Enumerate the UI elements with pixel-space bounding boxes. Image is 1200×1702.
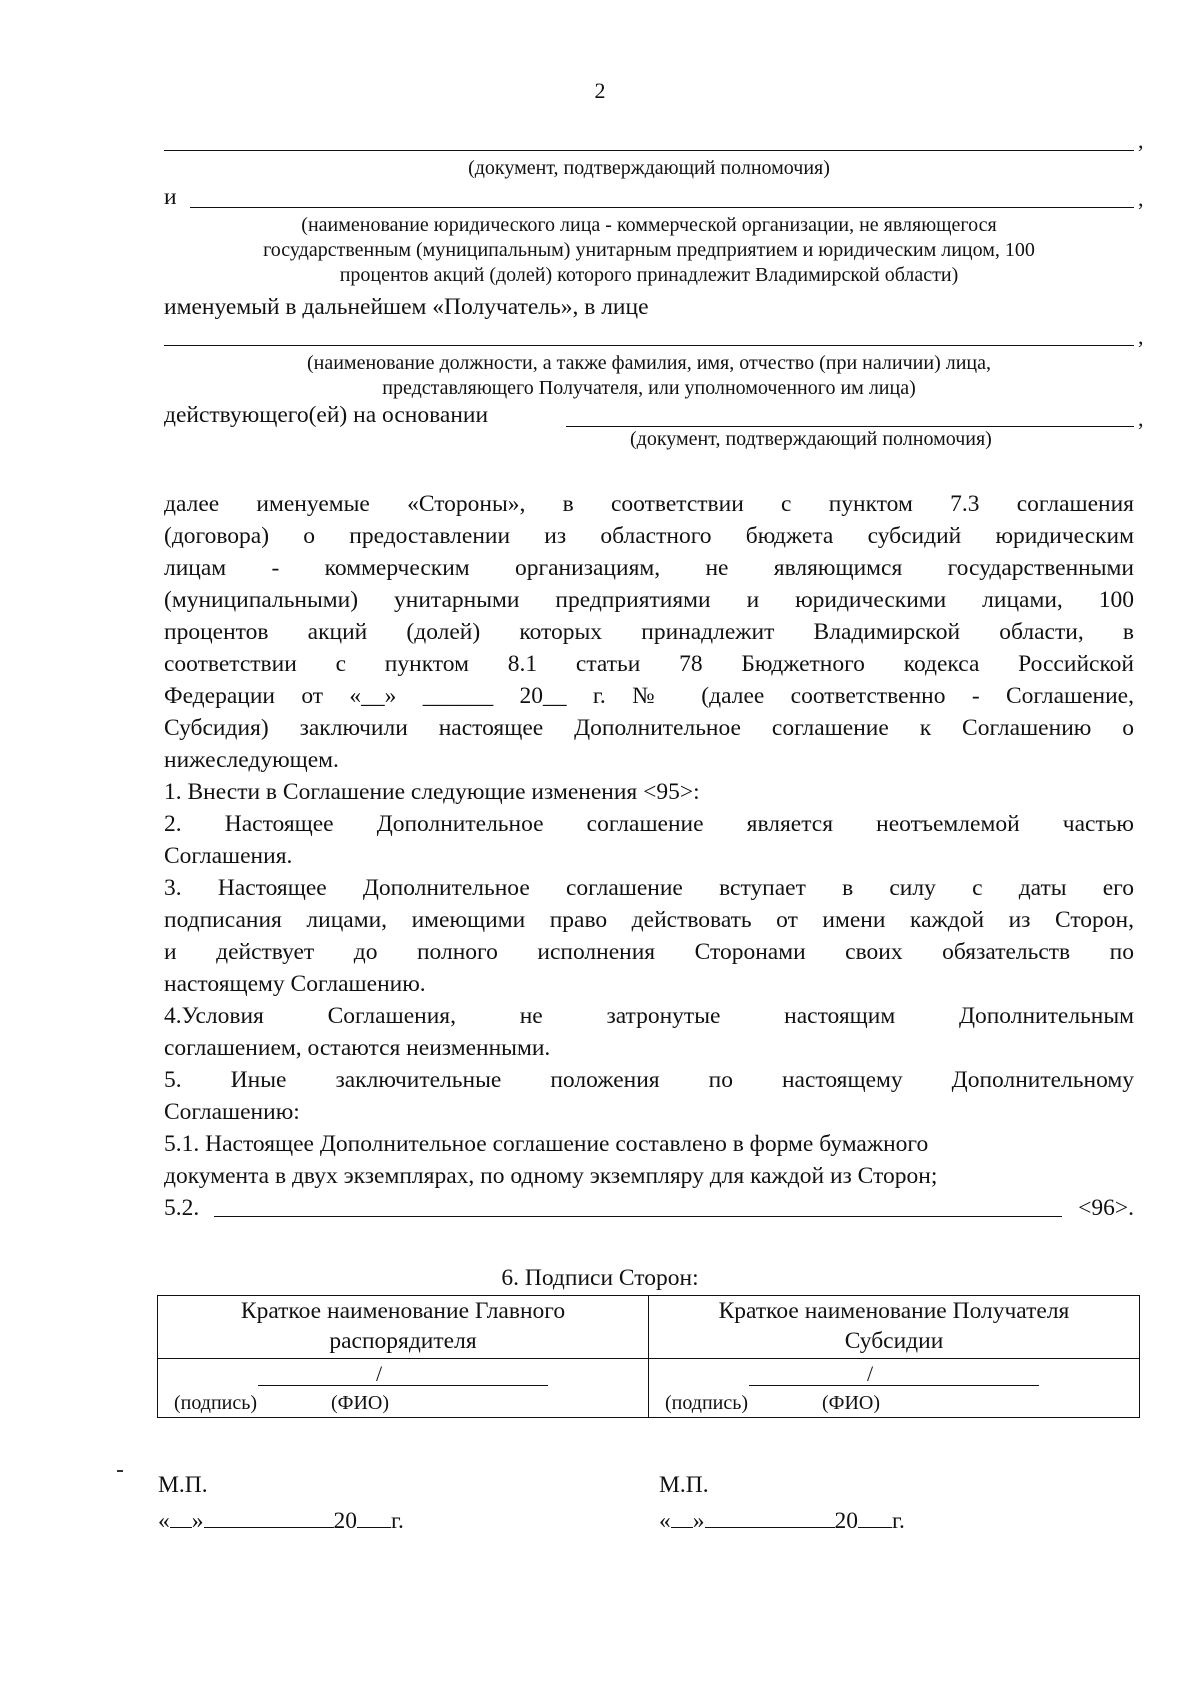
- right-signature-cell: [649, 1359, 1140, 1418]
- sign-label: (подпись): [665, 1392, 749, 1414]
- year-suffix: г.: [391, 1508, 404, 1534]
- head-line: распорядителя: [329, 1328, 477, 1354]
- date-left: [158, 1505, 404, 1536]
- agreement-body: [164, 488, 1134, 1224]
- item-2: 2. Настоящее Дополнительное соглашение является неотъемлемой частью: [164, 811, 1134, 837]
- day-blank: [170, 1505, 192, 1528]
- month-blank: [705, 1505, 835, 1528]
- item-4-end: соглашением, остаются неизменными.: [164, 1035, 551, 1061]
- body-line: нижеследующем.: [164, 747, 339, 773]
- body-line: Федерации от «__» ______ 20__ г. № (далее соответственно - Соглашение,: [164, 683, 1134, 709]
- and-label: и: [164, 184, 177, 210]
- quote-close: »: [191, 1508, 204, 1534]
- caption-line: процентов акций (долей) которого принадлежит Владимирской области): [339, 264, 959, 286]
- head-line: Субсидии: [844, 1328, 944, 1354]
- body-line: процентов акций (долей) которых принадлежит Владимирской области, в: [164, 619, 1134, 645]
- head-line: Краткое наименование Главного: [240, 1298, 566, 1324]
- blank-line-position: [164, 323, 1134, 346]
- name-label: (ФИО): [331, 1392, 390, 1414]
- body-line: лицам - коммерческим организациям, не являющимся государственными: [164, 555, 1134, 581]
- slash: /: [867, 1361, 874, 1386]
- body-line: Субсидия) заключили настоящее Дополнительное соглашение к Соглашению о: [164, 715, 1134, 741]
- signatures-table: [157, 1295, 1140, 1418]
- item-3: и действует до полного исполнения Сторонами своих обязательств по: [164, 939, 1134, 965]
- item-2-end: Соглашения.: [164, 843, 293, 869]
- quote-close: »: [692, 1508, 705, 1534]
- comma: ,: [1138, 324, 1144, 349]
- page-number: 2: [594, 78, 606, 103]
- scan-mark: [117, 1470, 123, 1472]
- signature-line: [258, 1385, 548, 1386]
- comma: ,: [1138, 128, 1144, 153]
- item-5-1: 5.1. Настоящее Дополнительное соглашение составлено в форме бумажного: [164, 1131, 929, 1157]
- blank-line-authority: [164, 128, 1134, 151]
- item-5-1: документа в двух экземплярах, по одному экземпляру для каждой из Сторон;: [164, 1163, 938, 1189]
- left-party-head: [158, 1296, 649, 1359]
- item-5-end: Соглашению:: [164, 1099, 300, 1125]
- caption-position: [164, 351, 1134, 401]
- slash: /: [376, 1361, 383, 1386]
- year-suffix: г.: [892, 1508, 905, 1534]
- item-5-2-label: 5.2.: [164, 1195, 200, 1221]
- right-party-head: [649, 1296, 1140, 1359]
- item-5: 5. Иные заключительные положения по настоящему Дополнительному: [164, 1067, 1134, 1093]
- name-label: (ФИО): [822, 1392, 881, 1414]
- year-prefix: 20: [333, 1508, 357, 1534]
- head-line: Краткое наименование Получателя: [718, 1298, 1070, 1324]
- item-4: 4.Условия Соглашения, не затронутые настоящим Дополнительным: [164, 1003, 1134, 1029]
- signatures-title: 6. Подписи Сторон:: [501, 1265, 699, 1291]
- month-blank: [204, 1505, 334, 1528]
- caption-line: представляющего Получателя, или уполномоченного им лица): [382, 377, 916, 399]
- body-line: далее именуемые «Стороны», в соответствии с пунктом 7.3 соглашения: [164, 491, 1134, 517]
- quote-open: «: [659, 1508, 671, 1534]
- acting-basis: действующего(ей) на основании: [164, 402, 489, 428]
- item-5-2: [164, 1192, 1134, 1224]
- year-blank: [858, 1505, 892, 1528]
- left-signature-cell: [158, 1359, 649, 1418]
- caption-legal-entity: [164, 213, 1134, 288]
- caption-authority: (документ, подтверждающий полномочия): [468, 157, 830, 179]
- comma: ,: [1138, 186, 1144, 211]
- body-line: (договора) о предоставлении из областного бюджета субсидий юридическим: [164, 523, 1134, 549]
- caption-authority-2: (документ, подтверждающий полномочия): [630, 428, 992, 450]
- item-1: 1. Внести в Соглашение следующие изменения <95>:: [164, 779, 700, 805]
- seal-right: М.П.: [659, 1472, 709, 1498]
- caption-line: (наименование должности, а также фамилия, имя, отчество (при наличии) лица,: [306, 352, 991, 374]
- year-prefix: 20: [834, 1508, 858, 1534]
- item-3: 3. Настоящее Дополнительное соглашение вступает в силу с даты его: [164, 875, 1134, 901]
- footnote-ref-96: <96>.: [1078, 1195, 1134, 1221]
- named-recipient: именуемый в дальнейшем «Получатель», в лице: [164, 294, 649, 320]
- year-blank: [357, 1505, 391, 1528]
- date-right: [659, 1505, 905, 1536]
- seal-left: М.П.: [158, 1472, 208, 1498]
- body-line: соответствии с пунктом 8.1 статьи 78 Бюджетного кодекса Российской: [164, 651, 1134, 677]
- caption-line: (наименование юридического лица - коммерческой организации, не являющегося: [301, 214, 997, 236]
- sign-label: (подпись): [174, 1392, 258, 1414]
- blank-line-entity: [190, 185, 1134, 208]
- day-blank: [671, 1505, 693, 1528]
- comma: ,: [1138, 406, 1144, 431]
- item-3: подписания лицами, имеющими право действовать от имени каждой из Сторон,: [164, 907, 1134, 933]
- item-3-end: настоящему Соглашению.: [164, 971, 426, 997]
- quote-open: «: [158, 1508, 170, 1534]
- caption-line: государственным (муниципальным) унитарным предприятием и юридическим лицом, 100: [263, 239, 1035, 261]
- blank-line-basis: [566, 404, 1134, 427]
- body-line: (муниципальными) унитарными предприятиями и юридическими лицами, 100: [164, 587, 1134, 613]
- signature-line: [749, 1385, 1039, 1386]
- blank-line-5-2: [214, 1192, 1062, 1217]
